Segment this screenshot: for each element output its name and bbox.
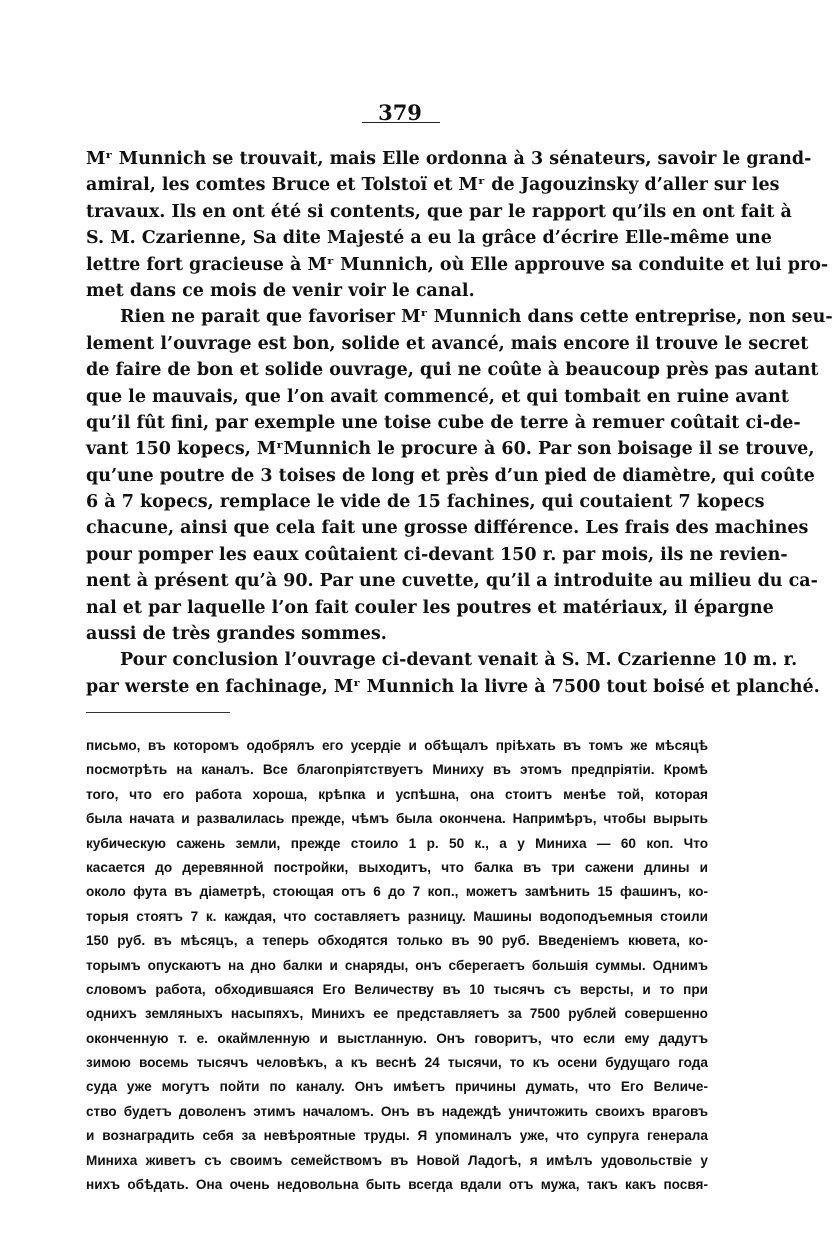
- footnote-line: суда уже могутъ пойти по каналу. Онъ имѣетъ причины думать, что Его Величе-: [86, 1079, 708, 1095]
- main-text-line: Pour conclusion l’ouvrage ci-devant venait à S. M. Czarienne 10 m. r.: [120, 650, 798, 671]
- footnote-line: словомъ работа, обходившаяся Его Величеству въ 10 тысячъ съ версты, и то при: [86, 981, 708, 997]
- footnote-line: была начата и развалилась прежде, чѣмъ была окончена. Напримѣръ, чтобы вырыть: [86, 811, 708, 827]
- main-text-line: de faire de bon et solide ouvrage, qui ne coûte à beaucoup près pas autant: [86, 360, 819, 381]
- main-text-line: met dans ce mois de venir voir le canal.: [86, 280, 475, 301]
- main-text-line: que le mauvais, que l’on avait commencé, et qui tombait en ruine avant: [86, 386, 789, 407]
- footnote-line: торыя стоятъ 7 к. каждая, что составляетъ разницу. Машины водоподъемныя стоили: [86, 908, 708, 924]
- main-text-line: qu’il fût fini, par exemple une toise cube de terre à remuer coûtait ci-de-: [86, 412, 801, 433]
- footnote-line: письмо, въ которомъ одобрялъ его усердіе и обѣщалъ пріѣхать въ томъ же мѣсяцѣ: [86, 738, 708, 753]
- main-text-line: amiral, les comtes Bruce et Tolstoï et Mʳ de Jagouzinsky d’aller sur les: [86, 175, 780, 196]
- footnote-line: зимою восемь тысячъ человѣкъ, а къ веснѣ 24 тысячи, то къ осени будущаго года: [86, 1055, 708, 1071]
- footnote-line: Миниха живетъ съ своимъ семействомъ въ Новой Ладогѣ, я имѣлъ удовольствіе у: [86, 1152, 708, 1168]
- footnote-line: посмотрѣть на каналъ. Все благопріятствуетъ Миниху въ этомъ предпріятіи. Кромѣ: [86, 762, 708, 778]
- main-text: [86, 146, 833, 700]
- page-number-rule: [362, 122, 440, 123]
- footnote-line: ство будетъ доволенъ этимъ началомъ. Онъ въ надеждѣ уничтожить своихъ враговъ: [86, 1103, 708, 1119]
- footnote-line: однихъ земляныхъ насыпяхъ, Минихъ ее представляетъ за 7500 рублей совершенно: [86, 1006, 708, 1022]
- footnote-line: того, что его работа хороша, крѣпка и успѣшна, она стоитъ менѣе той, которая: [86, 786, 708, 802]
- main-text-line: pour pomper les eaux coûtaient ci-devant 150 r. par mois, ils ne revien-: [86, 544, 788, 565]
- main-text-line: lettre fort gracieuse à Mʳ Munnich, où Elle approuve sa conduite et lui pro-: [86, 254, 829, 275]
- main-text-line: chacune, ainsi que cela fait une grosse différence. Les frais des machines: [86, 518, 809, 539]
- footnote-line: и вознаградить себя за невѣроятные труды. Я упоминалъ уже, что супруга генерала: [86, 1128, 708, 1144]
- main-text-line: vant 150 kopecs, MʳMunnich le procure à 60. Par son boisage il se trouve,: [86, 439, 815, 460]
- main-text-line: 6 à 7 kopecs, remplace le vide de 15 fachines, qui coutaient 7 kopecs: [86, 492, 765, 513]
- footnote-line: торымъ опускаютъ на дно балки и снаряды, онъ сберегаетъ большія суммы. Однимъ: [86, 957, 708, 973]
- footnote-line: 150 руб. въ мѣсяцъ, а теперь обходятся только въ 90 руб. Введеніемъ кювета, ко-: [86, 933, 708, 949]
- footnote-line: около фута въ діаметрѣ, стоющая отъ 6 до 7 коп., можетъ замѣнить 15 фашинъ, ко-: [86, 884, 708, 900]
- main-text-line: lement l’ouvrage est bon, solide et avancé, mais encore il trouve le secret: [86, 333, 809, 354]
- footnote-rule: [86, 712, 230, 713]
- main-text-line: nent à présent qu’à 90. Par une cuvette, qu’il a introduite au milieu du ca-: [86, 571, 818, 592]
- footnote-line: нихъ обѣдать. Она очень недовольна быть всегда вдали отъ мужа, такъ какъ посвя-: [86, 1177, 708, 1193]
- main-text-line: Rien ne parait que favoriser Mʳ Munnich dans cette entreprise, non seu-: [120, 307, 833, 328]
- page-number: 379: [378, 100, 422, 125]
- footnote-line: касается до деревянной постройки, выходитъ, что балка въ три сажени длины и: [86, 859, 708, 875]
- main-text-line: travaux. Ils en ont été si contents, que par le rapport qu’ils en ont fait à: [86, 201, 792, 222]
- footnote-line: кубическую сажень земли, прежде стоило 1 р. 50 к., а у Миниха — 60 коп. Что: [86, 835, 708, 851]
- main-text-line: par werste en fachinage, Mʳ Munnich la livre à 7500 tout boisé et planché.: [86, 676, 820, 697]
- main-text-line: aussi de très grandes sommes.: [86, 624, 387, 645]
- main-text-line: qu’une poutre de 3 toises de long et près d’un pied de diamètre, qui coûte: [86, 465, 815, 486]
- main-text-line: S. M. Czarienne, Sa dite Majesté a eu la grâce d’écrire Elle-même une: [86, 228, 772, 249]
- footnote-text: [86, 734, 708, 1197]
- main-text-line: nal et par laquelle l’on fait couler les poutres et matériaux, il épargne: [86, 597, 774, 618]
- footnote-line: оконченную т. е. окаймленную и выстланную. Онъ говоритъ, что если ему дадутъ: [86, 1030, 708, 1046]
- main-text-line: Mʳ Munnich se trouvait, mais Elle ordonna à 3 sénateurs, savoir le grand-: [86, 149, 812, 169]
